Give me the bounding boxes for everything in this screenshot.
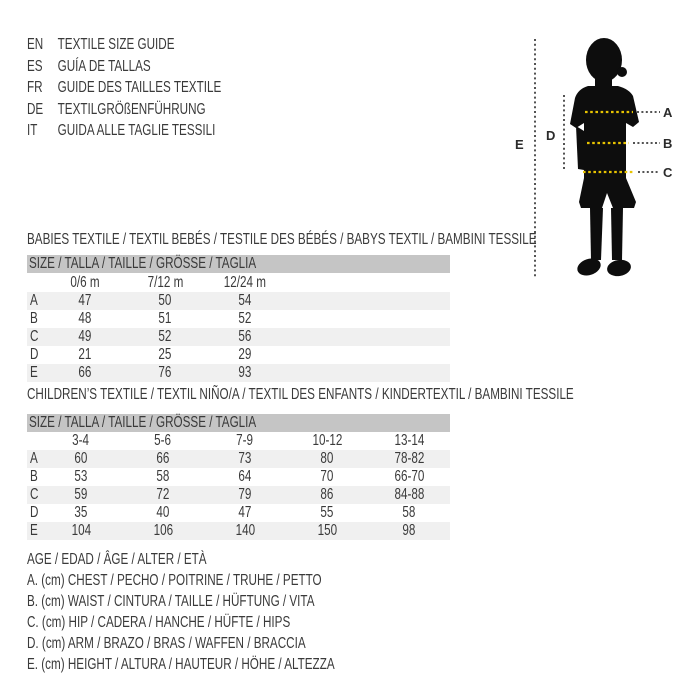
legend-line-height: E. (cm) HEIGHT / ALTURA / HAUTEUR / HÖHE / ALTEZZA <box>27 656 335 674</box>
table-row <box>27 486 450 504</box>
size-cell: 79 <box>238 486 252 503</box>
size-cell: 104 <box>71 522 91 539</box>
size-cell: 84-88 <box>394 486 424 503</box>
size-cell: 64 <box>238 468 252 485</box>
size-cell: 35 <box>74 504 88 521</box>
measurement-legend <box>27 549 448 676</box>
legend-line-age: AGE / EDAD / ÂGE / ALTER / ETÀ <box>27 551 207 568</box>
size-cell: 25 <box>158 346 172 363</box>
language-row-fr <box>27 77 293 99</box>
table-row <box>27 522 450 540</box>
corner-cell <box>27 432 40 450</box>
filler-cell <box>285 346 450 364</box>
size-cell: 60 <box>74 450 88 467</box>
table-row <box>27 328 450 346</box>
language-row-it <box>27 120 293 142</box>
size-cell: 140 <box>235 522 255 539</box>
arm-label: D <box>546 128 556 143</box>
language-list <box>27 34 293 142</box>
column-header: 7/12 m <box>147 273 183 291</box>
filler-cell <box>285 364 450 382</box>
size-cell: 78-82 <box>394 450 424 467</box>
corner-cell <box>27 273 45 292</box>
language-row-es <box>27 56 293 78</box>
hip-label: C <box>663 165 673 180</box>
table-row <box>27 450 450 468</box>
row-label-cell: D <box>30 504 39 521</box>
language-code: EN <box>27 36 44 53</box>
size-cell: 93 <box>238 364 252 381</box>
size-cell: 54 <box>238 292 252 309</box>
children-column-header-row <box>27 432 450 450</box>
filler-cell <box>285 328 450 346</box>
size-cell: 150 <box>317 522 337 539</box>
size-cell: 59 <box>74 486 88 503</box>
size-cell: 52 <box>238 310 252 327</box>
size-cell: 55 <box>320 504 334 521</box>
size-cell: 70 <box>320 468 334 485</box>
children-section-title: CHILDREN’S TEXTILE / TEXTIL NIÑO/A / TEXTIL DES ENFANTS / KINDERTEXTIL / BAMBINI TESSILE <box>27 386 574 403</box>
size-cell: 52 <box>158 328 172 345</box>
size-cell: 50 <box>158 292 172 309</box>
size-cell: 66-70 <box>394 468 424 485</box>
size-cell: 51 <box>158 310 172 327</box>
language-label: TEXTILE SIZE GUIDE <box>57 36 175 53</box>
size-cell: 58 <box>156 468 170 485</box>
size-cell: 48 <box>78 310 92 327</box>
size-cell: 58 <box>402 504 416 521</box>
column-header: 10-12 <box>312 432 342 449</box>
size-cell: 56 <box>238 328 252 345</box>
chest-label: A <box>663 105 673 120</box>
babies-column-header-row <box>27 273 450 292</box>
row-label-cell: A <box>30 292 38 309</box>
language-label: GUÍA DE TALLAS <box>57 57 151 75</box>
size-cell: 73 <box>238 450 252 467</box>
size-cell: 29 <box>238 346 252 363</box>
column-header: 5-6 <box>154 432 172 449</box>
size-cell: 98 <box>402 522 416 539</box>
size-cell: 66 <box>156 450 170 467</box>
size-cell: 47 <box>78 292 92 309</box>
table-row <box>27 346 450 364</box>
size-cell: 40 <box>156 504 170 521</box>
legend-line-chest: A. (cm) CHEST / PECHO / POITRINE / TRUHE / PETTO <box>27 572 322 590</box>
column-header: 3-4 <box>72 432 90 449</box>
table-row <box>27 468 450 486</box>
row-label-cell: B <box>30 310 38 327</box>
table-row <box>27 310 450 328</box>
table-row <box>27 292 450 310</box>
legend-line-arm: D. (cm) ARM / BRAZO / BRAS / WAFFEN / BRACCIA <box>27 635 306 653</box>
babies-size-header-bar: SIZE / TALLA / TAILLE / GRÖSSE / TAGLIA <box>27 255 450 273</box>
row-label-cell: D <box>30 346 39 363</box>
size-cell: 47 <box>238 504 252 521</box>
size-cell: 66 <box>78 364 92 381</box>
row-label-cell: E <box>30 364 38 381</box>
row-label-cell: C <box>30 486 39 503</box>
column-header: 0/6 m <box>70 273 100 291</box>
column-header: 7-9 <box>236 432 254 449</box>
language-row-de <box>27 99 293 121</box>
height-label: E <box>515 137 524 152</box>
babies-section-title: BABIES TEXTILE / TEXTIL BEBÉS / TESTILE DES BÉBÉS / BABYS TEXTIL / BAMBINI TESSILE <box>27 231 537 248</box>
filler-cell <box>285 292 450 310</box>
row-label-cell: E <box>30 522 38 539</box>
row-label-cell: A <box>30 450 38 467</box>
language-row-en <box>27 34 293 56</box>
size-cell: 49 <box>78 328 92 345</box>
child-measurement-diagram <box>500 20 700 290</box>
size-cell: 80 <box>320 450 334 467</box>
babies-size-table <box>27 273 450 382</box>
table-row <box>27 504 450 522</box>
language-code: ES <box>27 57 43 75</box>
size-cell: 53 <box>74 468 88 485</box>
legend-line-hip: C. (cm) HIP / CADERA / HANCHE / HÜFTE / HIPS <box>27 614 291 632</box>
language-label: GUIDA ALLE TAGLIE TESSILI <box>57 122 216 140</box>
column-header: 12/24 m <box>223 273 267 291</box>
language-code: DE <box>27 100 44 118</box>
size-cell: 106 <box>153 522 173 539</box>
language-label: GUIDE DES TAILLES TEXTILE <box>57 79 222 97</box>
filler-cell <box>285 310 450 328</box>
row-label-cell: C <box>30 328 39 345</box>
children-size-table <box>27 432 450 540</box>
size-cell: 72 <box>156 486 170 503</box>
language-code: FR <box>27 79 43 97</box>
row-label-cell: B <box>30 468 38 485</box>
legend-line-waist: B. (cm) WAIST / CINTURA / TAILLE / HÜFTUNG / VITA <box>27 593 315 611</box>
size-cell: 21 <box>78 346 92 363</box>
language-code: IT <box>27 122 38 140</box>
column-header: 13-14 <box>394 432 424 449</box>
waist-label: B <box>663 136 673 151</box>
children-size-header-bar: SIZE / TALLA / TAILLE / GRÖSSE / TAGLIA <box>27 414 450 432</box>
filler-cell <box>285 273 450 292</box>
language-label: TEXTILGRÖßENFÜHRUNG <box>57 100 206 118</box>
size-cell: 86 <box>320 486 334 503</box>
size-cell: 76 <box>158 364 172 381</box>
table-row <box>27 364 450 382</box>
